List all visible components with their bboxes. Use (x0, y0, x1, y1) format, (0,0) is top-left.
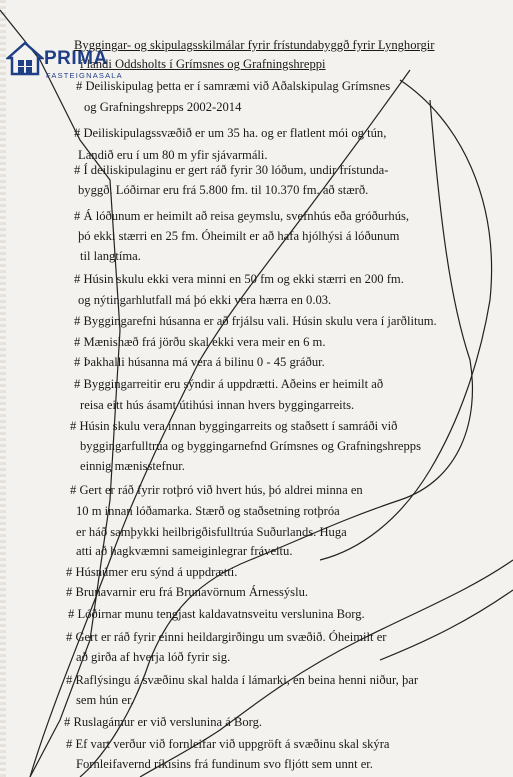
text-line: Fornleifavernd ríkisins frá fundinum svo fljótt sem unnt er. (76, 757, 373, 771)
text-line: og nýtingarhlutfall má þó ekki vera hærra en 0.03. (78, 293, 332, 307)
text-line: # Húsnúmer eru sýnd á uppdrætti. (66, 565, 238, 579)
text-line: # Í deiliskipulaginu er gert ráð fyrir 30 lóðum, undir frístunda- (74, 163, 389, 177)
text-line: að girða af hverja lóð fyrir sig. (76, 650, 231, 664)
logo-subtitle: FASTEIGNASALA (46, 71, 123, 80)
text-line: # Deiliskipulag þetta er í samræmi við Aðalskipulag Grímsnes (76, 79, 391, 93)
text-line: byggingarfulltrúa og byggingarnefnd Grímsnes og Grafningshrepps (80, 439, 422, 453)
text-line: # Mænishæð frá jörðu skal ekki vera meir en 6 m. (74, 335, 326, 349)
text-line: atti að hagkvæmni sameiginlegrar fráveitu. (76, 544, 293, 558)
text-line: # Gert er ráð fyrir einni heildargirðingu um svæðið. Óheimilt er (66, 630, 387, 644)
text-line: # Deiliskipulagssvæðið er um 35 ha. og er flatlent mói og tún, (74, 126, 387, 140)
text-line: # Byggingarreitir eru sýndir á uppdrætti. Aðeins er heimilt að (74, 377, 384, 391)
text-line: # Brunavarnir eru frá Brunavörnum Árnessýslu. (66, 585, 309, 599)
text-line: og Grafningshrepps 2002-2014 (84, 100, 242, 114)
text-line: þó ekki stærri en 25 fm. Óheimilt er að hafa hjólhýsi á lóðunum (78, 229, 400, 243)
text-line: reisa eitt hús ásamt útihúsi innan hvers byggingarreits. (80, 398, 355, 412)
text-line: 10 m innan lóðamarka. Stærð og staðsetning rotþróa (76, 504, 340, 518)
text-line: sem hún er. (76, 693, 134, 707)
text-line: er háð samþykki heilbrigðisfulltrúa Suðurlands. Huga (76, 525, 347, 539)
text-line: # Þakhalli húsanna má vera á bilinu 0 - 45 gráður. (74, 355, 325, 369)
logo-brand-text: PRIMA (44, 48, 108, 69)
text-line: # Raflýsingu á svæðinu skal halda í lámarki, en beina henni niður, þar (66, 673, 419, 687)
title-line-2: í landi Oddsholts í Grímsnes og Grafningshreppi (80, 57, 326, 71)
text-line: # Húsin skulu vera innan byggingarreits og staðsett í samráði við (70, 419, 398, 433)
house-logo-icon (6, 40, 44, 76)
road-line-2 (380, 590, 513, 660)
document-title (74, 36, 494, 74)
text-line: Landið eru í um 80 m yfir sjávarmáli. (78, 148, 268, 162)
text-line: einnig mænisstefnur. (80, 459, 185, 473)
text-line: # Ef vart verður við fornleifar við uppgröft á svæðinu skal skýra (66, 737, 390, 751)
text-line: til langtíma. (80, 249, 141, 263)
text-line: byggð. Lóðirnar eru frá 5.800 fm. til 10.370 fm. að stærð. (78, 183, 369, 197)
text-line: # Húsin skulu ekki vera minni en 50 fm og ekki stærri en 200 fm. (74, 272, 404, 286)
text-line: # Byggingarefni húsanna er að frjálsu vali. Húsin skulu vera í jarðlitum. (74, 314, 437, 328)
text-line: # Ruslagámur er við verslunina á Borg. (64, 715, 263, 729)
scan-edge (0, 0, 6, 777)
text-line: # Lóðirnar munu tengjast kaldavatnsveitu verslunina Borg. (68, 607, 365, 621)
text-line: # Gert er ráð fyrir rotþró við hvert hús, þó aldrei minna en (70, 483, 363, 497)
text-line: # Á lóðunum er heimilt að reisa geymslu, svefnhús eða gróðurhús, (74, 209, 410, 223)
title-line-1: Byggingar- og skipulagsskilmálar fyrir frístundabyggð fyrir Lynghorgir (74, 38, 435, 52)
